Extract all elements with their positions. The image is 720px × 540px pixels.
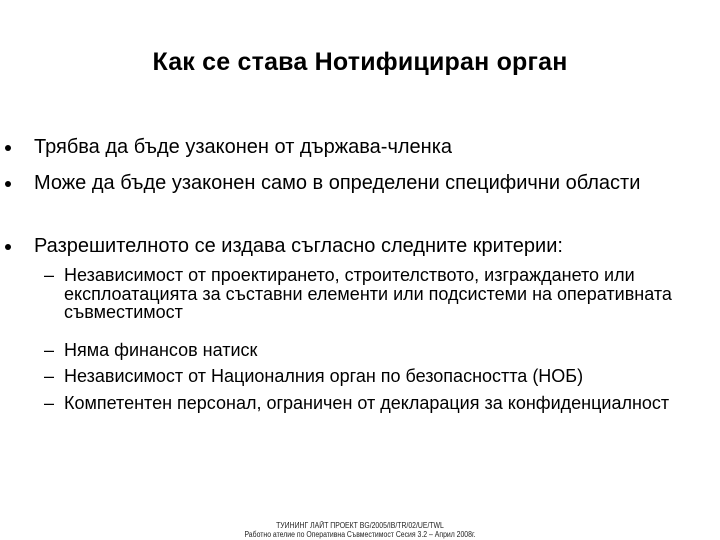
slide-footer xyxy=(0,521,720,539)
bullet-dot-icon xyxy=(5,181,11,187)
dash-marker: – xyxy=(44,393,55,413)
footer-session-line: Работно ателие по Оперативна Съвместимост Сесия 3.2 – Април 2008г. xyxy=(244,530,476,539)
sub-bullet-item xyxy=(0,266,714,322)
dash-marker: – xyxy=(44,366,55,386)
bullet-item xyxy=(0,136,714,158)
dash-marker: – xyxy=(44,340,55,360)
bullet-item xyxy=(0,172,714,194)
bullet-text: Трябва да бъде узаконен от държава-членка xyxy=(34,136,453,158)
bullet-text: Може да бъде узаконен само в определени специфични области xyxy=(34,172,641,194)
sub-bullet-text: Независимост от Националния орган по безопасността (НОБ) xyxy=(64,366,584,386)
bullet-text: Разрешителното се издава съгласно следните критерии: xyxy=(34,235,563,257)
bullet-dot-icon xyxy=(5,145,11,151)
sub-bullet-item xyxy=(0,367,714,386)
slide-title: Как се става Нотифициран орган xyxy=(152,48,568,76)
bullet-dot-icon xyxy=(5,244,11,250)
sub-bullet-item xyxy=(0,341,714,360)
bullet-item xyxy=(0,235,714,257)
sub-bullet-text: Няма финансов натиск xyxy=(64,340,258,360)
sub-bullet-item xyxy=(0,394,714,413)
dash-marker: – xyxy=(44,265,55,285)
sub-bullet-text: Независимост от проектирането, строителството, изграждането или експлоатацията за съставни елементи или подсистеми на оперативната съвместимост xyxy=(64,265,672,322)
sub-bullet-text: Компетентен персонал, ограничен от декларация за конфиденциалност xyxy=(64,393,670,413)
footer-project-line: ТУИНИНГ ЛАЙТ ПРОЕКТ BG/2005/IB/TR/02/UE/TWL xyxy=(276,521,444,530)
